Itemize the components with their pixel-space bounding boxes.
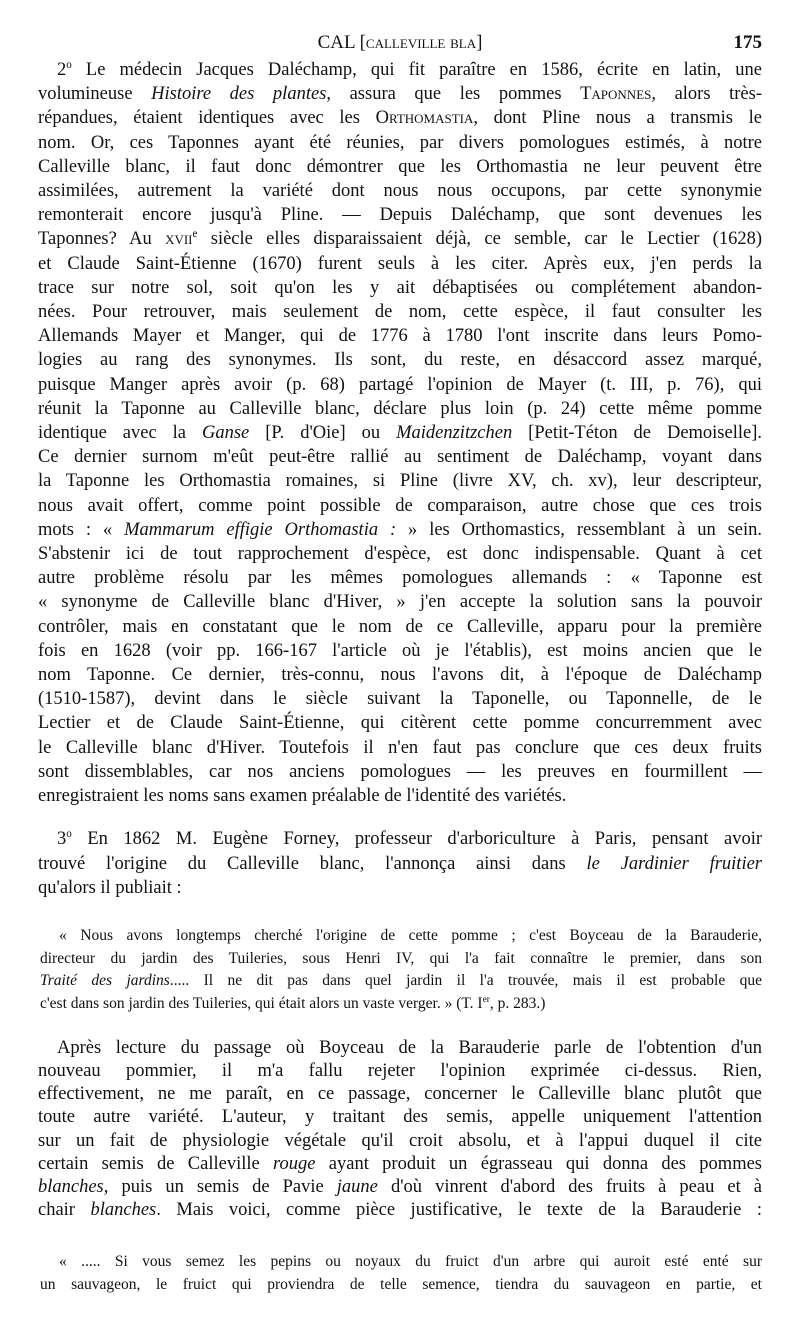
text-run: enregistraient les noms sans examen préalable de l'identité des variétés. bbox=[38, 786, 567, 807]
text-run: directeur du jardin des Tuileries, sous Henri IV, qui l'a fait connaître le premier, dans son bbox=[40, 949, 762, 967]
text-line bbox=[38, 518, 762, 542]
text-run: contrôler, mais en constatant que le nom de ce Calleville, apparu pour la première bbox=[38, 616, 762, 637]
italic-run: Histoire des plantes bbox=[151, 84, 327, 105]
superscript: o bbox=[66, 58, 72, 71]
text-line bbox=[40, 993, 762, 1016]
text-line bbox=[40, 1274, 762, 1297]
text-run: logies au rang des synonymes. Ils sont, du reste, en désaccord assez marqué, bbox=[38, 350, 762, 371]
text-line bbox=[38, 736, 762, 760]
text-line bbox=[38, 445, 762, 469]
text-line bbox=[38, 106, 762, 130]
text-line bbox=[38, 876, 762, 900]
small-caps-run: Orthomastia bbox=[375, 108, 474, 129]
text-line bbox=[38, 687, 762, 711]
text-run: [Petit-Téton de Demoiselle]. bbox=[512, 423, 762, 444]
italic-run: rouge bbox=[273, 1153, 316, 1174]
text-run: S'abstenir ici de tout rapprochement d'espèce, est donc indispensable. Quant à cet bbox=[38, 544, 762, 565]
text-line bbox=[38, 421, 762, 445]
text-line bbox=[38, 469, 762, 493]
text-line bbox=[38, 1130, 762, 1153]
italic-run: Ganse bbox=[201, 423, 250, 444]
text-run: 3 bbox=[57, 829, 67, 850]
italic-run: jaune bbox=[336, 1176, 378, 1197]
text-run: volumineuse bbox=[38, 84, 152, 105]
text-run: nous avait offert, comme point possible de comparaison, autre chose que ces trois bbox=[38, 495, 762, 516]
text-run: mots : « bbox=[38, 519, 125, 540]
text-run: ..... Il ne dit pas dans quel jardin il l'a trouvée, mais il est probable que bbox=[169, 972, 762, 990]
italic-run: blanches bbox=[38, 1176, 104, 1197]
text-run: toute autre variété. L'auteur, y traitant des semis, appelle uniquement l'attention bbox=[38, 1107, 762, 1128]
text-run: Calleville blanc, il faut donc démontrer que les Orthomastia ne leur peuvent être bbox=[38, 156, 762, 177]
block-quote bbox=[38, 1251, 762, 1296]
paragraph bbox=[38, 827, 762, 900]
text-line bbox=[38, 1060, 762, 1083]
text-line bbox=[40, 925, 762, 948]
text-line bbox=[38, 1199, 762, 1222]
text-line bbox=[38, 852, 762, 876]
text-line bbox=[38, 711, 762, 735]
text-run: certain semis de Calleville bbox=[38, 1153, 274, 1174]
text-line bbox=[38, 203, 762, 227]
section-label: CAL bbox=[317, 32, 355, 53]
text-run: Allemands Mayer et Manger, qui de 1776 à 1780 l'ont inscrite dans leurs Pomo- bbox=[38, 326, 762, 347]
text-run: trace sur notre sol, soit qu'on les y ait débaptisées ou complétement abandon- bbox=[38, 277, 762, 298]
text-run: , assura que les pommes bbox=[326, 84, 581, 105]
text-run: et Claude Saint-Étienne (1670) furent seuls à les citer. Après eux, j'en perds la bbox=[38, 253, 762, 274]
text-run: puisque Manger après avoir (p. 68) partagé l'opinion de Mayer (t. III, p. 76), qui bbox=[38, 374, 762, 395]
text-line bbox=[38, 58, 762, 82]
text-run: , puis un semis de Pavie bbox=[103, 1176, 337, 1197]
page-number: 175 bbox=[733, 32, 762, 53]
text-line bbox=[40, 970, 762, 993]
small-caps-run: Taponnes bbox=[580, 84, 652, 105]
block-quote bbox=[38, 925, 762, 1016]
text-line bbox=[38, 1153, 762, 1176]
text-run: chair bbox=[38, 1200, 91, 1221]
text-run: qu'alors il publiait : bbox=[38, 877, 182, 898]
text-run: Lectier et de Claude Saint-Étienne, qui citèrent cette pomme concurremment avec bbox=[38, 713, 762, 734]
text-run: Le médecin Jacques Daléchamp, qui fit paraître en 1586, écrite en latin, une bbox=[71, 60, 762, 80]
text-line bbox=[38, 1106, 762, 1129]
text-line bbox=[38, 82, 762, 106]
text-run: répandues, étaient identiques avec les bbox=[38, 108, 376, 129]
italic-run: Maidenzitzchen bbox=[396, 423, 513, 444]
text-line bbox=[38, 566, 762, 590]
text-line bbox=[38, 639, 762, 663]
text-line bbox=[38, 784, 762, 808]
text-run: la Taponne les Orthomastia romaines, si Pline (livre XV, ch. xv), leur descripteur, bbox=[38, 471, 762, 492]
running-title-text: [calleville bla] bbox=[359, 32, 483, 53]
text-line bbox=[38, 1083, 762, 1106]
text-run: c'est dans son jardin des Tuileries, qui était alors un vaste verger. » (T. I bbox=[40, 995, 483, 1013]
text-line bbox=[38, 760, 762, 784]
paragraph bbox=[38, 1037, 762, 1223]
text-run: remonterait encore jusqu'à Pline. — Depuis Daléchamp, que sont devenues les bbox=[38, 205, 762, 226]
text-run: fois en 1628 (voir pp. 166-167 l'article où je l'établis), est moins ancien que le bbox=[38, 640, 762, 661]
text-run: Après lecture du passage où Boyceau de la Barauderie parle de l'obtention d'un bbox=[57, 1037, 762, 1058]
text-line bbox=[38, 252, 762, 276]
text-run: nom. Or, ces Taponnes ayant été réunies, par divers pomologues estimés, à notre bbox=[38, 132, 762, 153]
text-run: « ..... Si vous semez les pepins ou noyaux du fruict d'un arbre qui auroit esté enté sur bbox=[59, 1253, 762, 1271]
text-run: réunit la Taponne au Calleville blanc, déclare plus loin (p. 24) cette même pomme bbox=[38, 398, 762, 419]
italic-run: Traité des jardins bbox=[40, 972, 170, 990]
text-run: En 1862 M. Eugène Forney, professeur d'arboriculture à Paris, pensant avoir bbox=[71, 829, 762, 850]
text-line bbox=[38, 663, 762, 687]
text-line bbox=[38, 1176, 762, 1199]
text-line bbox=[40, 1251, 762, 1274]
text-run: sur un fait de physiologie végétale qu'il croit absolu, et à l'appui duquel il cite bbox=[38, 1130, 762, 1151]
text-line bbox=[38, 324, 762, 348]
text-run: Ce dernier surnom m'eût peut-être rallié au sentiment de Daléchamp, voyant dans bbox=[38, 447, 762, 468]
superscript: o bbox=[66, 828, 72, 841]
text-line bbox=[38, 397, 762, 421]
text-run: « synonyme de Calleville blanc d'Hiver, » j'en accepte la solution sans la pouvoir bbox=[38, 592, 762, 613]
paragraph bbox=[38, 58, 762, 808]
text-run: le Calleville blanc d'Hiver. Toutefois il n'en faut pas conclure que ces deux fruits bbox=[38, 737, 762, 758]
text-line bbox=[38, 827, 762, 851]
text-line bbox=[38, 590, 762, 614]
text-line bbox=[38, 227, 762, 251]
text-run: sont dissemblables, car nos anciens pomologues — les preuves en fourmillent — bbox=[38, 761, 762, 782]
text-run: trouvé l'origine du Calleville blanc, l'annonça ainsi dans bbox=[38, 853, 587, 874]
running-title bbox=[38, 32, 762, 54]
text-line bbox=[38, 155, 762, 179]
text-run: , alors très- bbox=[651, 84, 763, 105]
text-run: , dont Pline nous a transmis le bbox=[473, 108, 762, 129]
text-line bbox=[38, 373, 762, 397]
text-line bbox=[38, 1037, 762, 1060]
text-run: [P. d'Oie] ou bbox=[249, 423, 397, 444]
text-run: effectivement, ne me paraît, en ce passage, concerner le Calleville blanc plutôt que bbox=[38, 1084, 762, 1105]
text-run: assimilées, autrement la variété dont nous nous occupons, par cette synonymie bbox=[38, 181, 762, 202]
text-run: « Nous avons longtemps cherché l'origine de cette pomme ; c'est Boyceau de la Barauderie, bbox=[59, 926, 762, 944]
text-line bbox=[38, 300, 762, 324]
text-run: nom Taponne. Ce dernier, très-connu, nous l'avons dit, à l'époque de Daléchamp bbox=[38, 665, 762, 686]
italic-run: le Jardinier fruitier bbox=[586, 853, 762, 874]
text-line bbox=[38, 348, 762, 372]
text-run: identique avec la bbox=[38, 423, 202, 444]
text-run: nouveau pommier, il m'a fallu rejeter l'opinion exprimée ci-dessus. Rien, bbox=[38, 1060, 762, 1081]
text-line bbox=[38, 276, 762, 300]
text-run: nées. Pour retrouver, mais seulement de nom, cette espèce, il faut consulter les bbox=[38, 302, 762, 323]
text-line bbox=[38, 494, 762, 518]
text-run: ayant produit un égrasseau qui donna des pommes bbox=[315, 1153, 762, 1174]
italic-run: blanches bbox=[90, 1200, 157, 1221]
text-run: Taponnes? Au bbox=[38, 229, 166, 250]
text-run: » les Orthomastics, ressemblant à un sein. bbox=[396, 519, 763, 540]
text-run: autre problème résolu par les mêmes pomologues allemands : « Taponne est bbox=[38, 568, 762, 589]
text-run: , p. 283.) bbox=[489, 995, 546, 1013]
superscript: e bbox=[192, 228, 198, 241]
text-line bbox=[40, 948, 762, 971]
text-run: . Mais voici, comme pièce justificative, le texte de la Barauderie : bbox=[156, 1200, 762, 1221]
page-body bbox=[38, 58, 762, 1297]
text-run: 2 bbox=[57, 60, 67, 80]
text-run: un sauvageon, le fruict qui proviendra de telle semence, tiendra du sauvageon en partie, et bbox=[40, 1276, 762, 1294]
text-run: siècle elles disparaissaient déjà, ce semble, car le Lectier (1628) bbox=[197, 229, 762, 250]
text-line bbox=[38, 179, 762, 203]
text-line bbox=[38, 542, 762, 566]
small-caps-run: xvii bbox=[165, 229, 193, 250]
superscript: er bbox=[482, 994, 490, 1005]
text-line bbox=[38, 131, 762, 155]
text-line bbox=[38, 615, 762, 639]
running-header bbox=[38, 32, 762, 58]
text-run: d'où vinrent d'abord des fruits à peau et à bbox=[377, 1176, 762, 1197]
italic-run: Mammarum effigie Orthomastia : bbox=[124, 519, 397, 540]
text-run: (1510-1587), devint dans le siècle suivant la Taponelle, ou Taponnelle, de le bbox=[38, 689, 762, 710]
